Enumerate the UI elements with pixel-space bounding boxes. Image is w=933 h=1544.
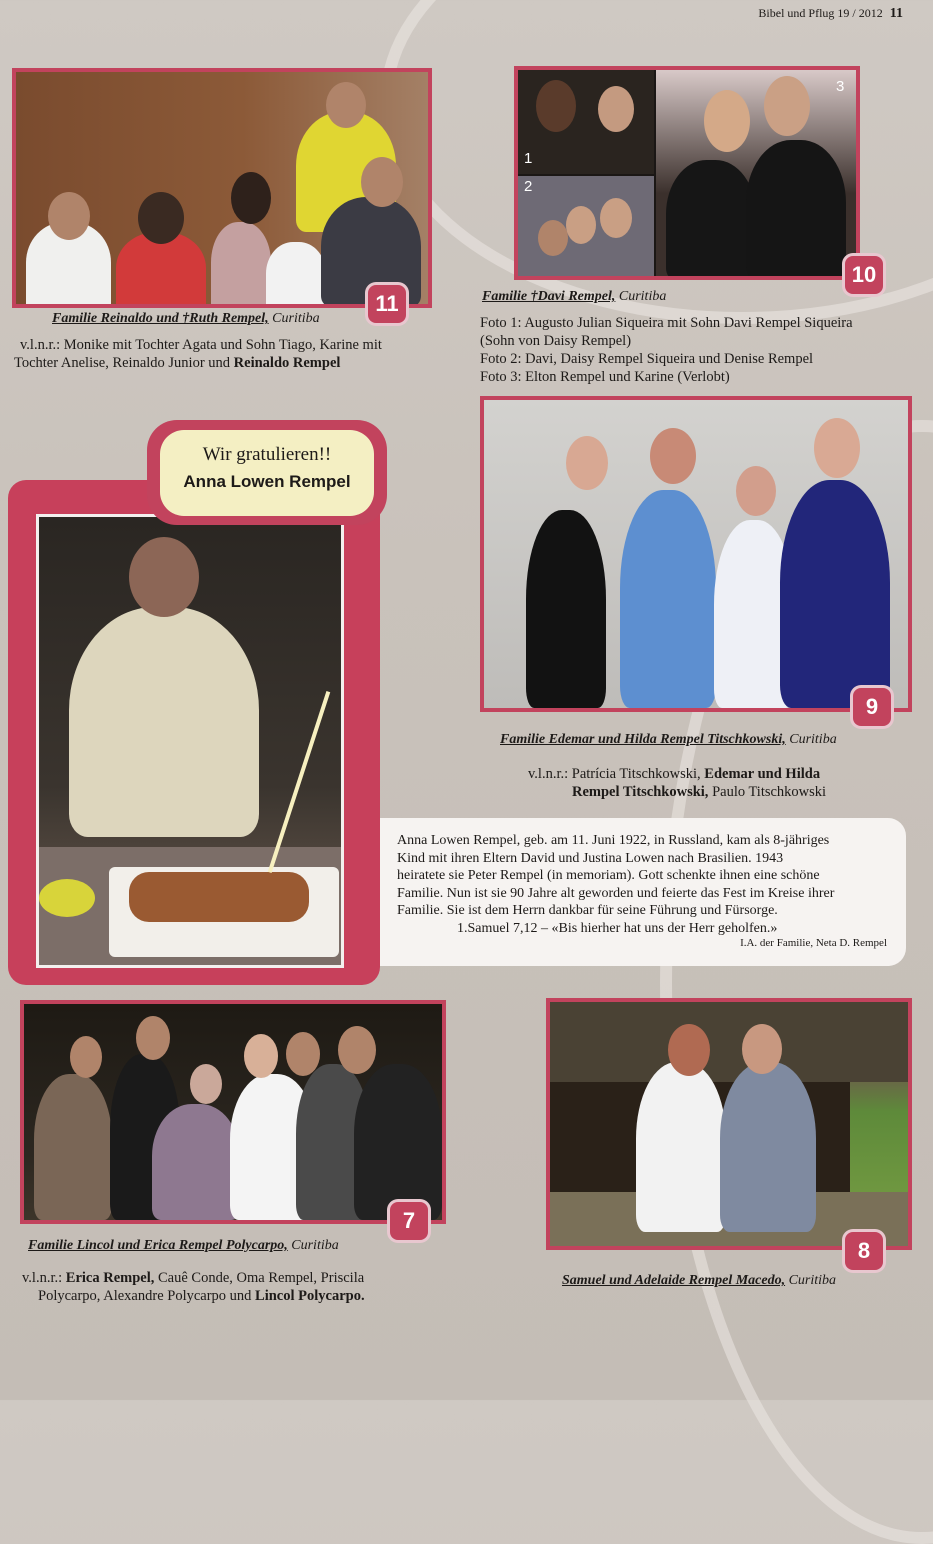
story-line: Familie. Nun ist sie 90 Jahre alt geworden und feierte das Fest im Kreise ihrer (397, 885, 835, 901)
desc-line: Foto 3: Elton Rempel und Karine (Verlobt) (480, 369, 730, 385)
magazine-issue: Bibel und Pflug 19 / 2012 (758, 6, 883, 20)
story-line: heiratete sie Peter Rempel (in memoriam). Gott schenkte ihnen eine schöne (397, 868, 820, 883)
desc-line: Polycarpo, Alexandre Polycarpo und (38, 1288, 256, 1304)
story-line: Anna Lowen Rempel, geb. am 11. Juni 1922, in Russland, kam als 8-jähriges (397, 833, 830, 848)
photo-number-badge: 10 (845, 256, 883, 294)
story-verse: 1.Samuel 7,12 – «Bis hierher hat uns der Herr geholfen.» (457, 920, 778, 936)
desc-name-bold: Edemar und Hilda (704, 766, 821, 782)
photo-anna-birthday (36, 514, 344, 968)
caption-photo-11 (52, 311, 320, 327)
caption-title: Samuel und Adelaide Rempel Macedo, (562, 1273, 786, 1288)
caption-title: Familie Edemar und Hilda Rempel Titschkowski, (500, 732, 786, 747)
desc-line: Tochter Anelise, Reinaldo Junior und (14, 355, 234, 371)
photo-label: 3 (836, 78, 845, 95)
photo-samuel-adelaide (546, 998, 912, 1250)
caption-title: Familie †Davi Rempel, (482, 289, 616, 304)
anna-story-text (397, 832, 887, 950)
photo-number-badge: 11 (368, 285, 406, 323)
caption-city: Curitiba (788, 1273, 837, 1288)
caption-photo-8 (562, 1273, 836, 1289)
photo-family-davi (514, 66, 860, 280)
desc-name-bold: Erica Rempel, (65, 1270, 155, 1286)
caption-city: Curitiba (272, 311, 320, 326)
description-photo-9 (528, 765, 826, 801)
photo-label: 1 (524, 150, 533, 167)
bubble-line-1: Wir gratulieren!! (202, 444, 332, 465)
description-photo-7 (22, 1269, 365, 1305)
desc-line: Foto 2: Davi, Daisy Rempel Siqueira und Denise Rempel (480, 351, 814, 367)
story-line: Kind mit ihren Eltern David und Justina Lowen nach Brasilien. 1943 (397, 850, 784, 866)
page-number: 11 (889, 6, 903, 21)
caption-title: Familie Lincol und Erica Rempel Polycarpo, (28, 1238, 288, 1253)
caption-city: Curitiba (789, 732, 837, 747)
desc-line: Foto 1: Augusto Julian Siqueira mit Sohn Davi Rempel Siqueira (480, 315, 853, 331)
desc-line: Cauê Conde, Oma Rempel, Priscila (154, 1270, 365, 1286)
caption-photo-7 (28, 1238, 339, 1254)
description-photo-10 (480, 314, 853, 386)
desc-line: v.l.n.r.: Patrícia Titschkowski, (528, 766, 705, 782)
bubble-line-2: Anna Lowen Rempel (183, 472, 351, 491)
photo-family-edemar (480, 396, 912, 712)
caption-photo-9 (500, 732, 837, 748)
story-line: Familie. Sie ist dem Herrn dankbar für seine Führung und Fürsorge. (397, 903, 778, 918)
desc-name-bold: Reinaldo Rempel (233, 355, 341, 371)
desc-name-bold: Rempel Titschkowski, (572, 784, 709, 800)
page-header (758, 6, 903, 22)
desc-line: Paulo Titschkowski (708, 784, 827, 800)
desc-line: v.l.n.r.: Monike mit Tochter Agata und Sohn Tiago, Karine mit (20, 337, 382, 353)
photo-number-badge: 7 (390, 1202, 428, 1240)
desc-line: v.l.n.r.: (22, 1270, 66, 1286)
caption-city: Curitiba (618, 289, 667, 304)
photo-number-badge: 9 (853, 688, 891, 726)
caption-city: Curitiba (291, 1238, 339, 1253)
photo-family-lincol (20, 1000, 446, 1224)
caption-photo-10 (482, 289, 666, 305)
story-signature: I.A. der Familie, Neta D. Rempel (740, 937, 887, 949)
caption-title: Familie Reinaldo und †Ruth Rempel, (52, 311, 269, 326)
desc-line: (Sohn von Daisy Rempel) (480, 333, 632, 349)
photo-family-reinaldo (12, 68, 432, 308)
photo-number-badge: 8 (845, 1232, 883, 1270)
congratulations-bubble (160, 430, 374, 516)
photo-label: 2 (524, 178, 533, 195)
description-photo-11 (14, 336, 382, 372)
desc-name-bold: Lincol Polycarpo. (255, 1288, 365, 1304)
